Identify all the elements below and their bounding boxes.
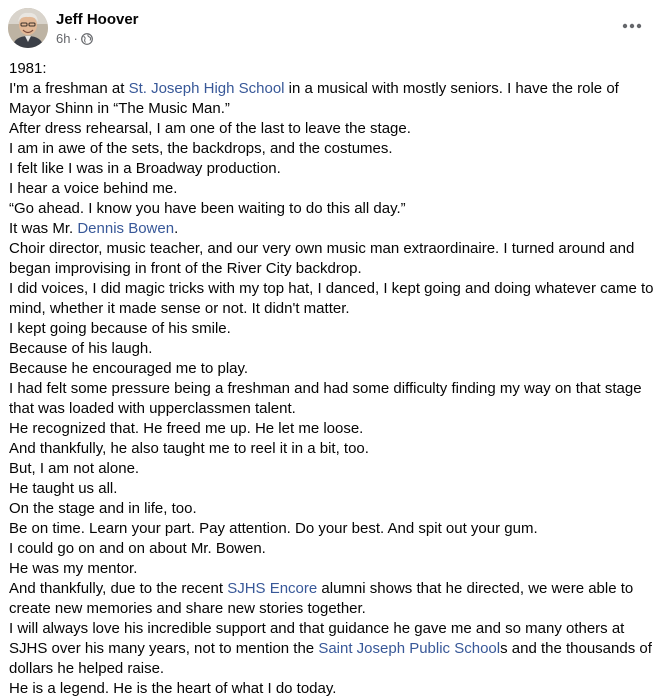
- post-text-line: [9, 459, 654, 479]
- text-segment: 1981:: [9, 60, 47, 77]
- text-segment: Mayor Shinn in “The Music Man.”: [9, 100, 230, 117]
- post-text-line: [9, 239, 654, 259]
- tagged-link[interactable]: Saint Joseph Public School: [318, 640, 501, 657]
- post-text-line: [9, 539, 654, 559]
- post-text-line: [9, 199, 654, 219]
- post-text-line: [9, 479, 654, 499]
- post-text-line: [9, 379, 654, 399]
- post-text-line: [9, 659, 654, 679]
- text-segment: I hear a voice behind me.: [9, 180, 178, 197]
- text-segment: And thankfully, he also taught me to reel it in a bit, too.: [9, 440, 369, 457]
- post-text-line: [9, 159, 654, 179]
- post-text-line: [9, 599, 654, 619]
- tagged-link[interactable]: Dennis Bowen: [77, 220, 175, 237]
- text-segment: .: [174, 220, 179, 237]
- post-text-line: [9, 59, 654, 79]
- text-segment: in a musical with mostly seniors. I have the role of: [284, 80, 619, 97]
- text-segment: create new memories and share new stories together.: [9, 600, 366, 617]
- tagged-link[interactable]: St. Joseph High School: [128, 80, 285, 97]
- text-segment: I am in awe of the sets, the backdrops, and the costumes.: [9, 140, 393, 157]
- post-text-line: [9, 579, 654, 599]
- text-segment: began improvising in front of the River City backdrop.: [9, 260, 362, 277]
- post-text-line: [9, 319, 654, 339]
- text-segment: He recognized that. He freed me up. He let me loose.: [9, 420, 364, 437]
- text-segment: Choir director, music teacher, and our very own music man extraordinaire. I turned around and: [9, 240, 635, 257]
- meta-separator: ·: [73, 30, 78, 46]
- text-segment: I kept going because of his smile.: [9, 320, 231, 337]
- text-segment: “Go ahead. I know you have been waiting to do this all day.”: [9, 200, 406, 217]
- post-text-line: [9, 519, 654, 539]
- post-text-line: [9, 299, 654, 319]
- text-segment: Be on time. Learn your part. Pay attention. Do your best. And spit out your gum.: [9, 520, 538, 537]
- text-segment: But, I am not alone.: [9, 460, 140, 477]
- post-text-line: [9, 99, 654, 119]
- post-body-text: [9, 59, 654, 699]
- text-segment: He is a legend. He is the heart of what I do today.: [9, 680, 337, 697]
- text-segment: SJHS over his many years, not to mention the: [9, 640, 319, 657]
- more-options-button[interactable]: [616, 12, 648, 40]
- globe-icon[interactable]: [81, 33, 93, 45]
- text-segment: s and the thousands of: [500, 640, 652, 657]
- text-segment: Because of his laugh.: [9, 340, 153, 357]
- post-text-line: [9, 279, 654, 299]
- post-text-line: [9, 179, 654, 199]
- post-text-line: [9, 339, 654, 359]
- author-name[interactable]: Jeff Hoover: [56, 10, 139, 28]
- post-text-line: [9, 259, 654, 279]
- post-text-line: [9, 359, 654, 379]
- text-segment: I will always love his incredible support and that guidance he gave me and so many others at: [9, 620, 625, 637]
- text-segment: And thankfully, due to the recent: [9, 580, 228, 597]
- text-segment: He was my mentor.: [9, 560, 138, 577]
- post-text-line: [9, 639, 654, 659]
- text-segment: I'm a freshman at: [9, 80, 129, 97]
- text-segment: I did voices, I did magic tricks with my top hat, I danced, I kept going and doing whatever came to: [9, 280, 654, 297]
- text-segment: Because he encouraged me to play.: [9, 360, 249, 377]
- text-segment: that was loaded with upperclassmen talent.: [9, 400, 296, 417]
- text-segment: He taught us all.: [9, 480, 118, 497]
- post-text-line: [9, 139, 654, 159]
- post-text-line: [9, 79, 654, 99]
- post-text-line: [9, 619, 654, 639]
- post-text-line: [9, 559, 654, 579]
- post-header: [8, 6, 139, 50]
- post-text-line: [9, 439, 654, 459]
- avatar-photo-icon: [8, 8, 48, 48]
- author-avatar[interactable]: [8, 8, 48, 48]
- text-segment: alumni shows that he directed, we were able to: [317, 580, 634, 597]
- post-text-line: [9, 219, 654, 239]
- text-segment: I felt like I was in a Broadway production.: [9, 160, 281, 177]
- text-segment: dollars he helped raise.: [9, 660, 165, 677]
- tagged-link[interactable]: SJHS Encore: [227, 580, 318, 597]
- post-text-line: [9, 399, 654, 419]
- post-text-line: [9, 119, 654, 139]
- post-meta: [56, 8, 139, 48]
- post-text-line: [9, 679, 654, 699]
- text-segment: On the stage and in life, too.: [9, 500, 197, 517]
- text-segment: It was Mr.: [9, 220, 78, 237]
- post-timestamp[interactable]: 6h: [56, 30, 71, 46]
- post-sub-meta: [56, 31, 139, 47]
- text-segment: After dress rehearsal, I am one of the last to leave the stage.: [9, 120, 411, 137]
- text-segment: I had felt some pressure being a freshman and had some difficulty finding my way on that stage: [9, 380, 642, 397]
- text-segment: mind, whether it made sense or not. It didn't matter.: [9, 300, 350, 317]
- post-text-line: [9, 499, 654, 519]
- post-text-line: [9, 419, 654, 439]
- more-dots-icon: [622, 23, 642, 29]
- text-segment: I could go on and on about Mr. Bowen.: [9, 540, 266, 557]
